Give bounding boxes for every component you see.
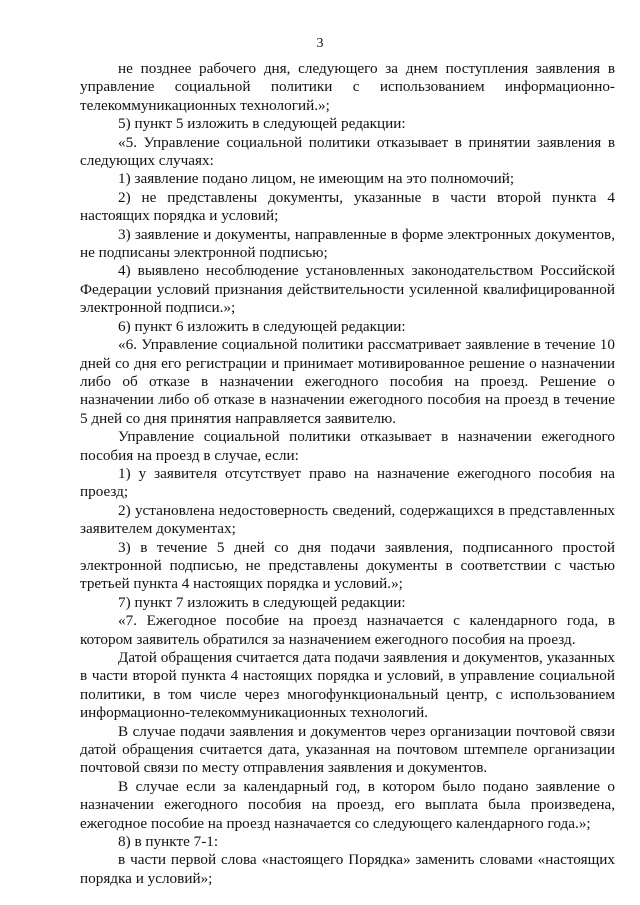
document-body — [80, 60, 615, 888]
paragraph-point-5-text: «5. Управление социальной политики отказывает в принятии заявления в следующих случаях: — [80, 133, 615, 170]
paragraph-item-7: 7) пункт 7 изложить в следующей редакции: — [118, 593, 406, 611]
paragraph-item-8-part-1: в части первой слова «настоящего Порядка» заменить словами «настоящих порядка и условий»; — [80, 851, 615, 887]
paragraph-point-7-text: «7. Ежегодное пособие на проезд назначается с календарного года, в котором заявитель обратился за назначением ежегодного пособия на проезд. — [80, 612, 615, 648]
paragraph-application-date: Датой обращения считается дата подачи заявления и документов, указанных в части второй пункта 4 настоящих порядка и условий, в управление социальной политики, в том числе через многофункциональный центр, с использованием информационно-телекоммуникационных технологий. — [80, 649, 615, 722]
paragraph-item-6: 6) пункт 6 изложить в следующей редакции: — [118, 317, 406, 335]
paragraph-point-6-text: «6. Управление социальной политики рассматривает заявление в течение 10 дней со дня его регистрации и принимает мотивированное решение о назначении либо об отказе в назначении ежегодного пособия на проезд. Решение о назначении либо об отказе в назначении ежегодного пособия на проезд в течение 5 дней со дня принятия направляется заявителю. — [80, 336, 615, 427]
paragraph-postal-submission: В случае подачи заявления и документов через организации почтовой связи датой обращения считается дата, указанная на почтовом штемпеле организации почтовой связи по месту отправления заявления и документов. — [80, 722, 615, 777]
paragraph-item-5: 5) пункт 5 изложить в следующей редакции: — [118, 115, 406, 133]
paragraph-refusal-1: 1) заявление подано лицом, не имеющим на это полномочий; — [118, 170, 515, 188]
paragraph-denial-3: 3) в течение 5 дней со дня подачи заявления, подписанного простой электронной подписью, не представлены документы в соответствии с частью третьей пункта 4 настоящих порядка и условий.»; — [80, 538, 615, 593]
paragraph-refusal-3: 3) заявление и документы, направленные в форме электронных документов, не подписаны электронной подписью; — [80, 225, 615, 262]
paragraph-refusal-2: 2) не представлены документы, указанные в части второй пункта 4 настоящих порядка и условий; — [80, 188, 615, 225]
paragraph-denial-1: 1) у заявителя отсутствует право на назначение ежегодного пособия на проезд; — [80, 464, 615, 501]
page-number: 3 — [316, 36, 324, 51]
paragraph-denial-2: 2) установлена недостоверность сведений, содержащихся в представленных заявителем документах; — [80, 501, 615, 538]
paragraph-next-year: В случае если за календарный год, в котором было подано заявление о назначении ежегодного пособия на проезд, его выплата была произведена, ежегодное пособие на проезд назначается со следующего календарного года.»; — [80, 777, 615, 832]
paragraph-item-8: 8) в пункте 7-1: — [118, 833, 219, 851]
paragraph-continuation: не позднее рабочего дня, следующего за днем поступления заявления в управление социальной политики с использованием информационно-телекоммуникационных технологий.»; — [80, 60, 615, 114]
paragraph-denial-intro: Управление социальной политики отказывает в назначении ежегодного пособия на проезд в случае, если: — [80, 428, 615, 464]
paragraph-refusal-4: 4) выявлено несоблюдение установленных законодательством Российской Федерации условий признания действительности усиленной квалифицированной электронной подписи.»; — [80, 262, 615, 317]
